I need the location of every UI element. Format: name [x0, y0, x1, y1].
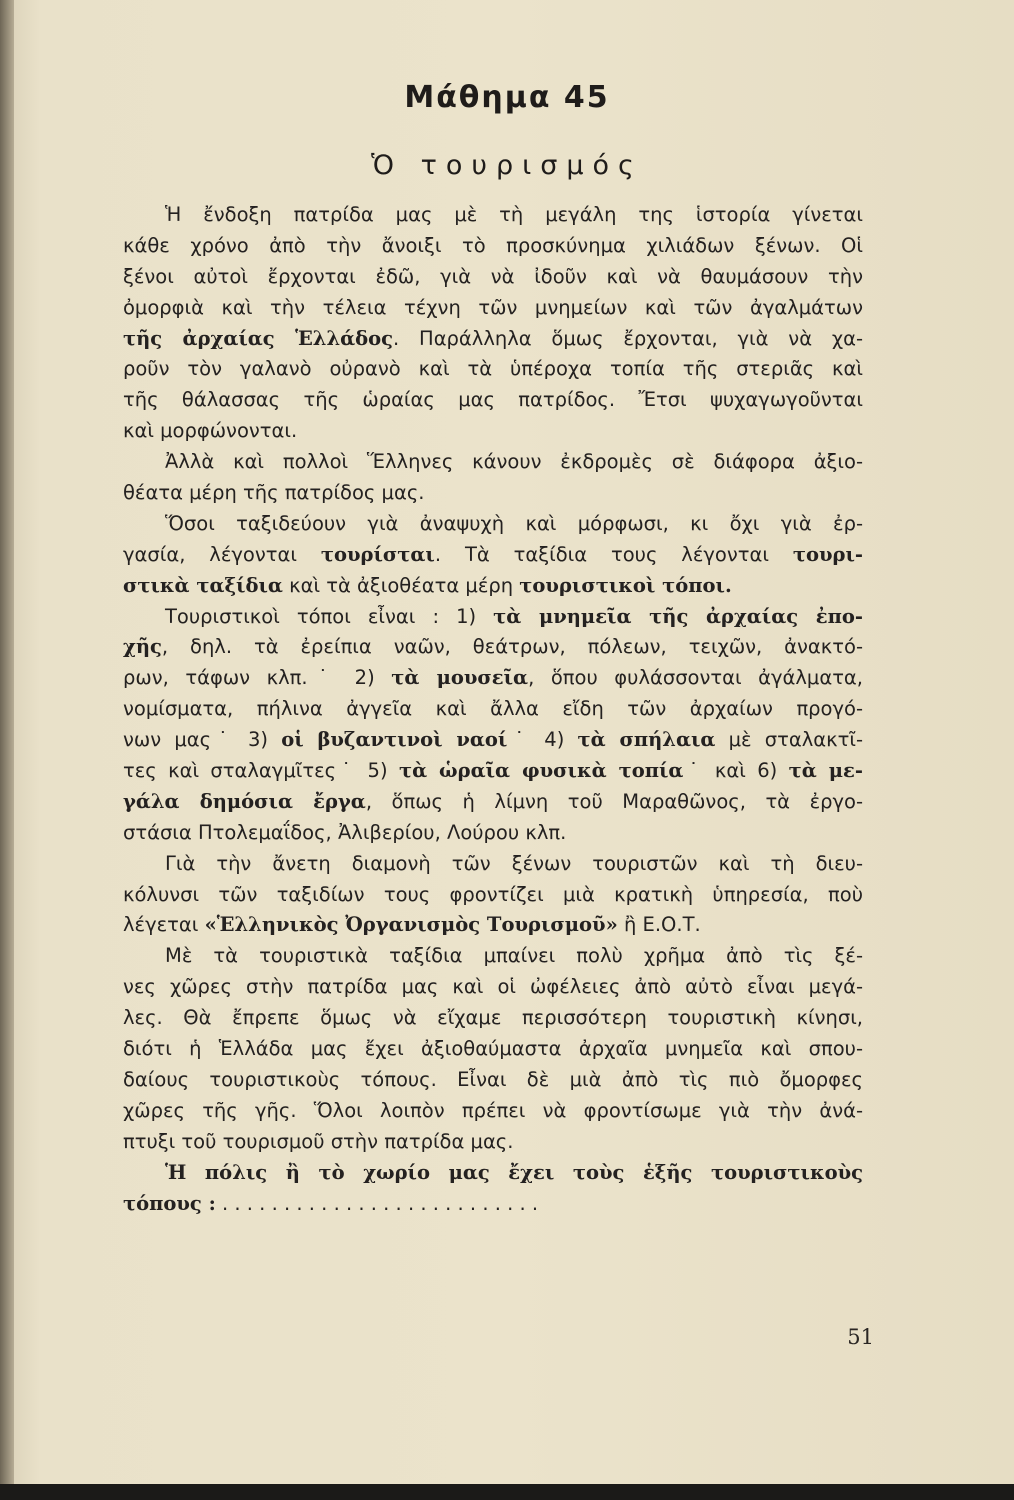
text-line-32: Ἡ πόλις ἢ τὸ χωρίο μας ἔχει τοὺς ἑξῆς τουριστικοὺς [165, 1160, 863, 1184]
text-line-7: τῆς θάλασσας τῆς ὡραίας μας πατρίδος. Ἔτσι ψυχαγωγοῦνται [123, 388, 863, 412]
text-line-19 [123, 756, 863, 787]
text-fragment: , ὅπου φυλάσσονται ἀγάλματα, [528, 666, 863, 690]
text-fragment: ˙ καὶ 6) [683, 759, 789, 783]
text-fragment: . Παράλληλα ὅμως ἔρχονται, γιὰ νὰ χα- [393, 326, 864, 350]
emphasis-tourist-places: τουριστικοὶ τόποι. [519, 573, 732, 597]
text-fragment: γασία, λέγονται [123, 542, 321, 566]
emphasis-tourist-trips: τουρι- [792, 542, 863, 566]
text-line-11: Ὅσοι ταξιδεύουν γιὰ ἀναψυχὴ καὶ μόρφωσι, κι ὄχι γιὰ ἐρ- [165, 511, 863, 535]
text-fragment: νων μας˙ 3) [123, 728, 282, 752]
text-fragment: Τουριστικοὶ τόποι εἶναι : 1) [165, 604, 494, 628]
text-line-21: στάσια Πτολεμαΐδος, Ἀλιβερίου, Λούρου κλπ. [123, 820, 567, 844]
text-line-28: διότι ἡ Ἑλλάδα μας ἔχει ἀξιοθαύμαστα ἀρχαῖα μνημεῖα καὶ σπου- [123, 1037, 863, 1061]
emphasis-ancient-greece: τῆς ἀρχαίας Ἑλλάδος [123, 326, 394, 350]
emphasis-museums: τὰ μουσεῖα [391, 666, 529, 690]
text-line-20 [123, 787, 863, 818]
lesson-subtitle: Ὁ τουρισμός [371, 150, 643, 181]
text-line-29: δαίους τουριστικοὺς τόπους. Εἶναι δὲ μιὰ ἀπὸ τὶς πιὸ ὄμορφες [123, 1067, 863, 1091]
text-fragment: τες καὶ σταλαγμῖτες˙ 5) [123, 759, 399, 783]
text-line-1: Ἡ ἔνδοξη πατρίδα μας μὲ τὴ μεγάλη της ἱστορία γίνεται [165, 203, 863, 226]
text-line-12 [123, 540, 863, 571]
page-number: 51 [847, 1325, 874, 1349]
emphasis-natural-landscapes: τὰ ὡραῖα φυσικὰ τοπία [398, 759, 684, 783]
text-line-18 [123, 725, 863, 756]
text-fragment: καὶ τὰ ἀξιοθέατα μέρη [282, 573, 520, 597]
dotted-fill-line: . . . . . . . . . . . . . . . . . . . . . . . . . . [215, 1191, 539, 1215]
text-line-30: χῶρες τῆς γῆς. Ὅλοι λοιπὸν πρέπει νὰ φροντίσωμε γιὰ τὴν ἀνά- [123, 1098, 863, 1122]
text-line-31: πτυξι τοῦ τουρισμοῦ στὴν πατρίδα μας. [123, 1129, 514, 1153]
text-fragment: . Τὰ ταξίδια τους λέγονται [434, 542, 793, 566]
text-line-9: Ἀλλὰ καὶ πολλοὶ Ἕλληνες κάνουν ἐκδρομὲς σὲ διάφορα ἀξιο- [165, 450, 863, 474]
emphasis-tourists: τουρίσται [320, 542, 435, 566]
text-line-8: καὶ μορφώνονται. [123, 419, 298, 443]
emphasis-places: τόπους : [123, 1191, 216, 1215]
text-fragment: λέγεται [123, 913, 205, 937]
emphasis-public-works: τὰ με- [788, 759, 863, 783]
emphasis-ancient-monuments: τὰ μνημεῖα τῆς ἀρχαίας ἐπο- [493, 604, 863, 628]
bottom-dark-edge [0, 1484, 1014, 1500]
text-line-17: νομίσματα, πήλινα ἀγγεῖα καὶ ἄλλα εἴδη τῶν ἀρχαίων προγό- [123, 697, 863, 721]
text-line-13 [123, 571, 863, 602]
text-line-4: ὀμορφιὰ καὶ τὴν τέλεια τέχνη τῶν μνημείων καὶ τῶν ἀγαλμάτων [123, 295, 863, 319]
text-fragment: μὲ σταλακτῖ- [715, 728, 863, 752]
emphasis-era: χῆς [123, 635, 162, 659]
text-fragment: ἢ Ε.Ο.Τ. [617, 913, 701, 937]
text-line-6: ροῦν τὸν γαλανὸ οὐρανὸ καὶ τὰ ὑπέροχα τοπία τῆς στεριᾶς καὶ [123, 357, 863, 381]
lesson-title: Μάθημα 45 [404, 80, 610, 115]
text-fragment: ρων, τάφων κλπ.˙ 2) [123, 666, 392, 690]
emphasis-public-works-cont: γάλα δημόσια ἔργα [123, 789, 366, 813]
text-fragment: ˙ 4) [507, 728, 578, 752]
text-line-2: κάθε χρόνο ἀπὸ τὴν ἄνοιξι τὸ προσκύνημα χιλιάδων ξένων. Οἱ [123, 233, 863, 257]
text-line-33 [123, 1189, 863, 1220]
text-line-27: λες. Θὰ ἔπρεπε ὅμως νὰ εἴχαμε περισσότερη τουριστικὴ κίνησι, [123, 1006, 863, 1030]
lesson-body [123, 200, 863, 1219]
text-line-26: νες χῶρες στὴν πατρίδα μας καὶ οἱ ὠφέλειες ἀπὸ αὐτὸ εἶναι μεγά- [123, 975, 863, 999]
text-line-5 [123, 324, 863, 355]
text-line-16 [123, 663, 863, 694]
text-line-14 [123, 602, 863, 633]
text-fragment: , δηλ. τὰ ἐρείπια ναῶν, θεάτρων, πόλεων, τειχῶν, ἀνακτό- [161, 635, 863, 659]
book-spine [0, 0, 14, 1500]
emphasis-tourist-trips-cont: στικὰ ταξίδια [123, 573, 283, 597]
text-line-25: Μὲ τὰ τουριστικὰ ταξίδια μπαίνει πολὺ χρῆμα ἀπὸ τὶς ξέ- [165, 944, 863, 968]
emphasis-caves: τὰ σπήλαια [577, 728, 716, 752]
text-line-23: κόλυνσι τῶν ταξιδίων τους φροντίζει μιὰ κρατικὴ ὑπηρεσία, ποὺ [123, 882, 863, 906]
text-line-3: ξένοι αὐτοὶ ἔρχονται ἐδῶ, γιὰ νὰ ἰδοῦν καὶ νὰ θαυμάσουν τὴν [123, 264, 863, 288]
text-line-10: θέατα μέρη τῆς πατρίδος μας. [123, 481, 425, 505]
text-line-15 [123, 632, 863, 663]
text-fragment: , ὅπως ἡ λίμνη τοῦ Μαραθῶνος, τὰ ἐργο- [365, 789, 864, 813]
text-line-22: Γιὰ τὴν ἄνετη διαμονὴ τῶν ξένων τουριστῶν καὶ τὴ διευ- [165, 851, 863, 875]
text-line-24 [123, 910, 863, 941]
emphasis-byzantine-churches: οἱ βυζαντινοὶ ναοί [281, 728, 508, 752]
emphasis-eot: «Ἑλληνικὸς Ὀργανισμὸς Τουρισμοῦ» [204, 913, 618, 937]
